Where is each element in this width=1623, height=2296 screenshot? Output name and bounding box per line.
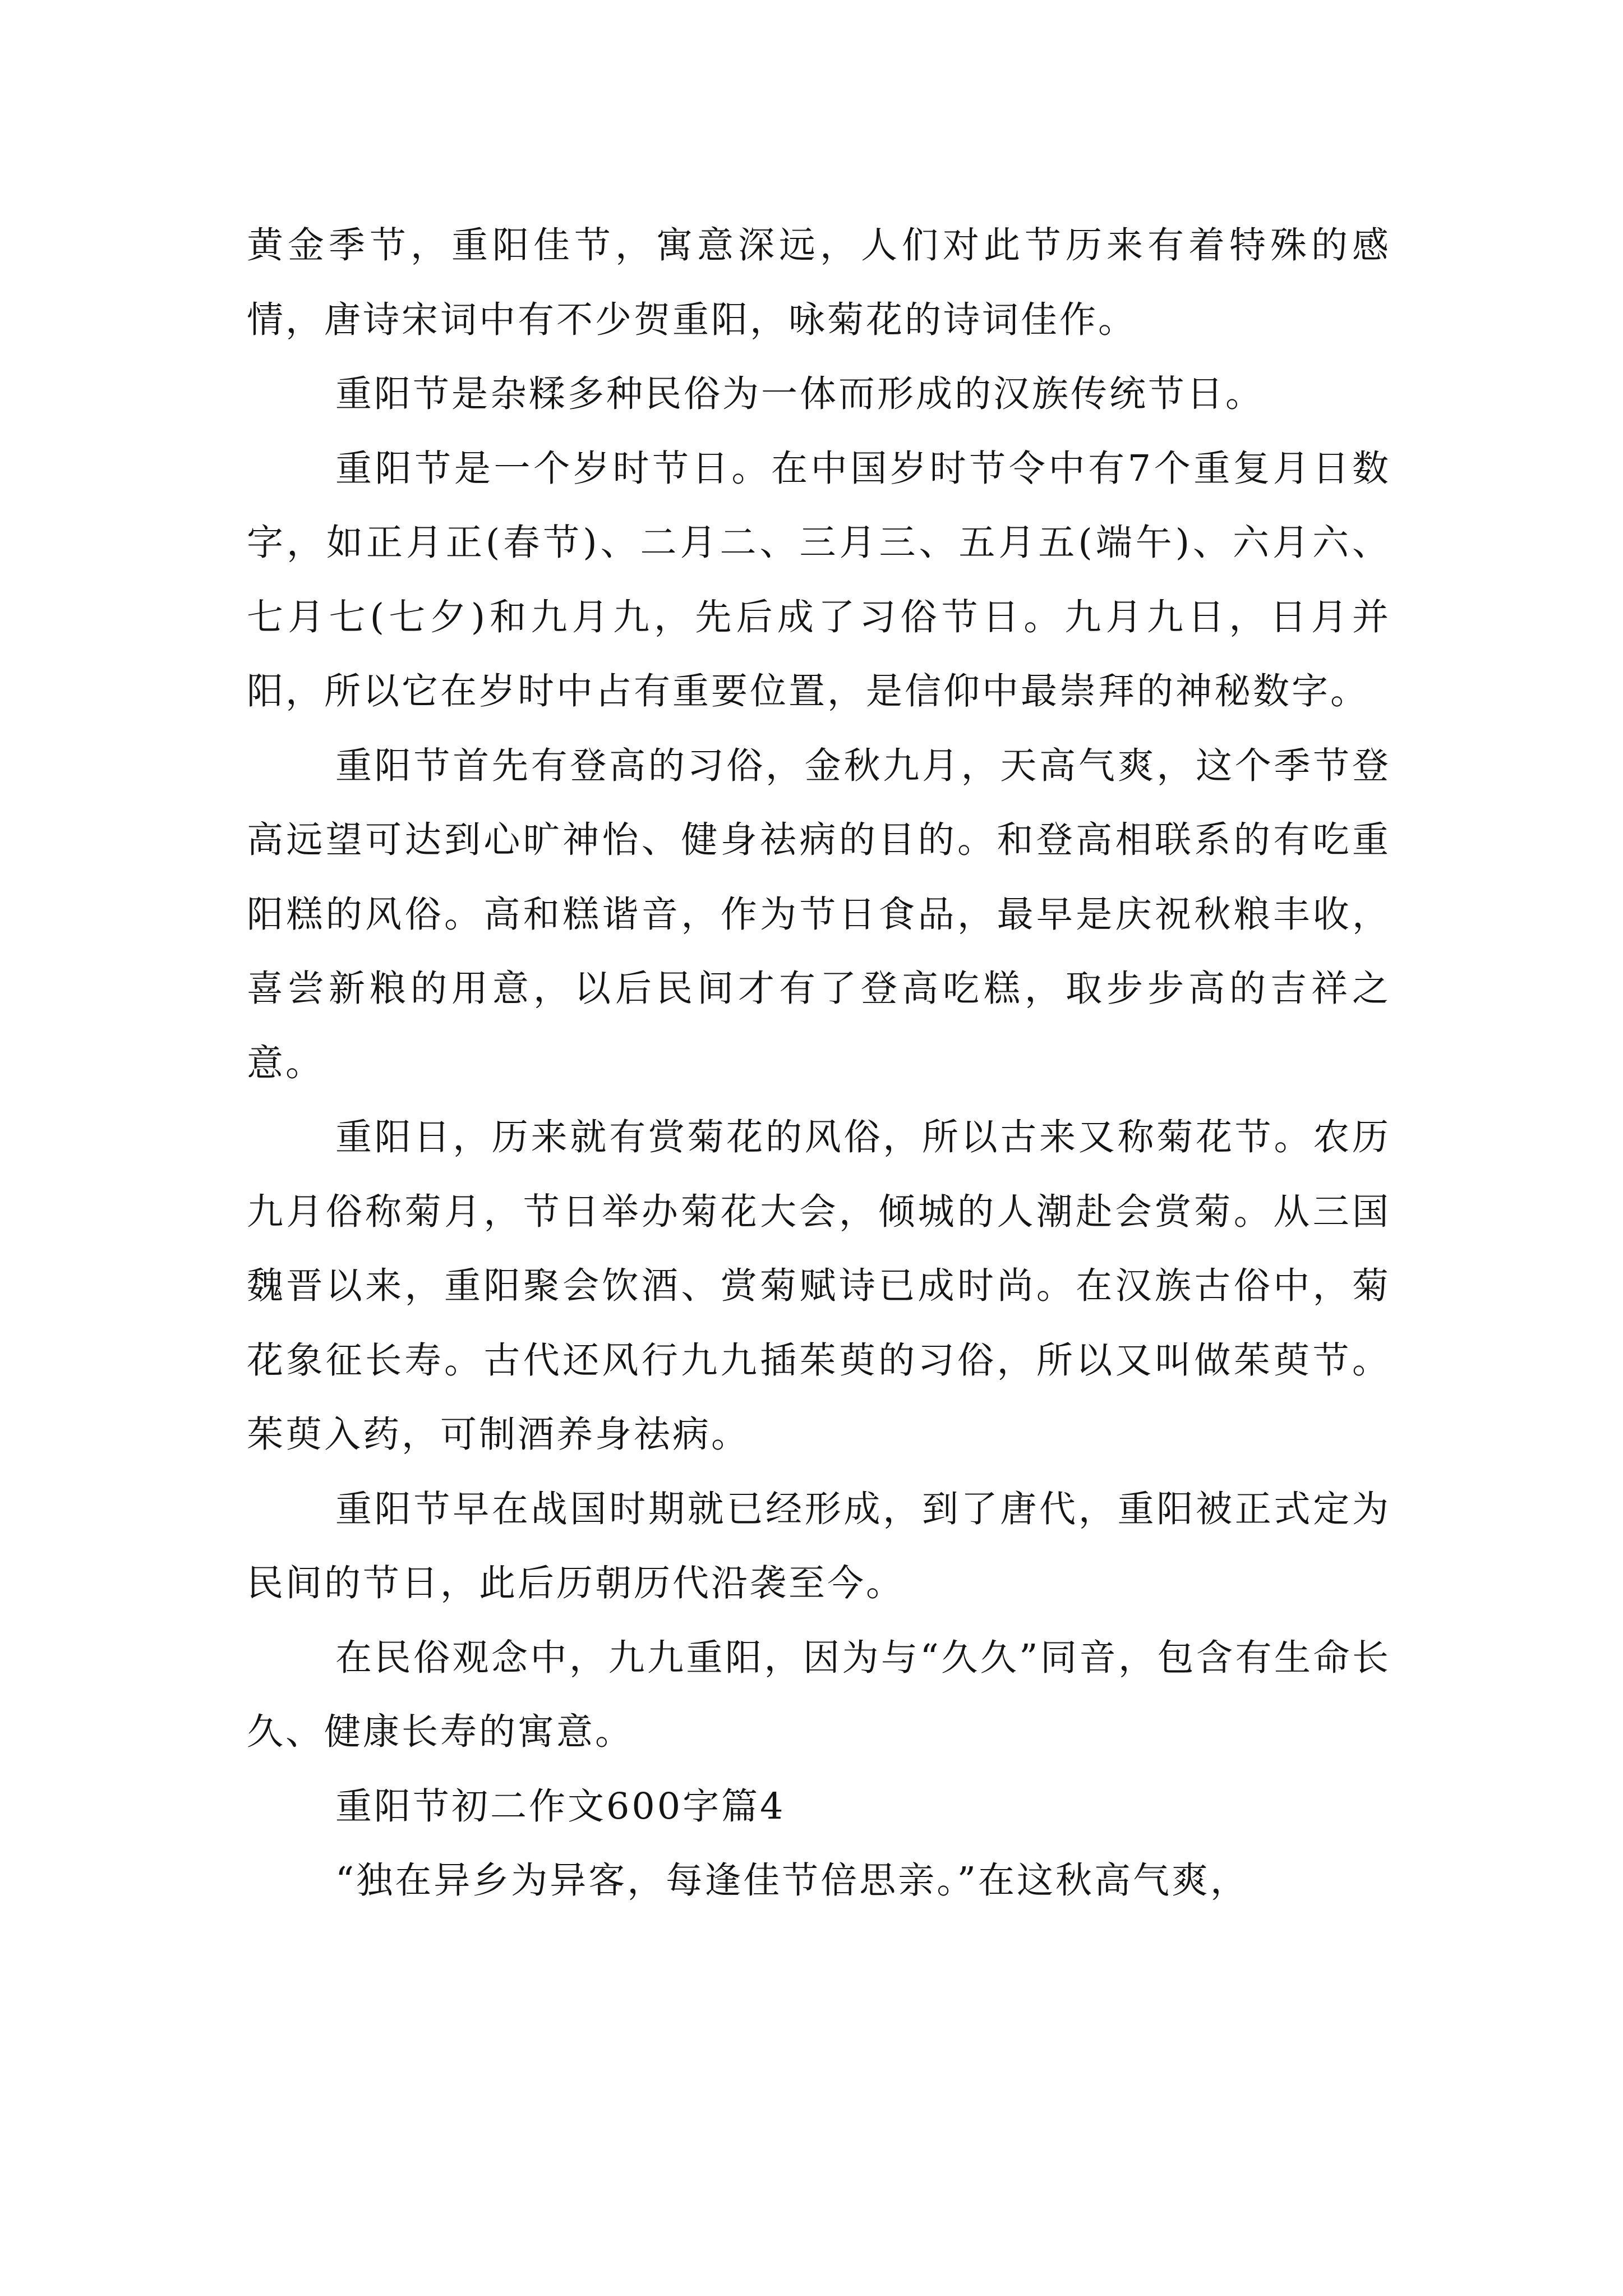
document-body: [247, 209, 1391, 1918]
paragraph-6: 重阳节早在战国时期就已经形成，到了唐代，重阳被正式定为民间的节日，此后历朝历代沿袭至今。: [247, 1488, 1391, 1604]
paragraph-5: 重阳日，历来就有赏菊花的风俗，所以古来又称菊花节。农历九月俗称菊月，节日举办菊花大会，倾城的人潮赴会赏菊。从三国魏晋以来，重阳聚会饮酒、赏菊赋诗已成时尚。在汉族古俗中，菊花象征长寿。古代还风行九九插茱萸的习俗，所以又叫做茱萸节。茱萸入药，可制酒养身祛病。: [247, 1116, 1391, 1456]
paragraph-7: 在民俗观念中，九九重阳，因为与“久久”同音，包含有生命长久、健康长寿的寓意。: [247, 1636, 1391, 1753]
paragraph-2: 重阳节是杂糅多种民俗为一体而形成的汉族传统节日。: [335, 373, 1265, 415]
paragraph-3: 重阳节是一个岁时节日。在中国岁时节令中有7个重复月日数字，如正月正(春节)、二月二、三月三、五月五(端午)、六月六、七月七(七夕)和九月九，先后成了习俗节日。九月九日，日月并阳，所以它在岁时中占有重要位置，是信仰中最崇拜的神秘数字。: [247, 447, 1391, 712]
paragraph-8: “独在异乡为异客，每逢佳节倍思亲。”在这秋高气爽，: [335, 1860, 1249, 1902]
paragraph-4: 重阳节首先有登高的习俗，金秋九月，天高气爽，这个季节登高远望可达到心旷神怡、健身祛病的目的。和登高相联系的有吃重阳糕的风俗。高和糕谐音，作为节日食品，最早是庆祝秋粮丰收，喜尝新粮的用意，以后民间才有了登高吃糕，取步步高的吉祥之意。: [247, 744, 1391, 1084]
paragraph-1: 黄金季节，重阳佳节，寓意深远，人们对此节历来有着特殊的感情，唐诗宋词中有不少贺重阳，咏菊花的诗词佳作。: [247, 224, 1391, 341]
section-heading: 重阳节初二作文600字篇4: [335, 1785, 786, 1828]
